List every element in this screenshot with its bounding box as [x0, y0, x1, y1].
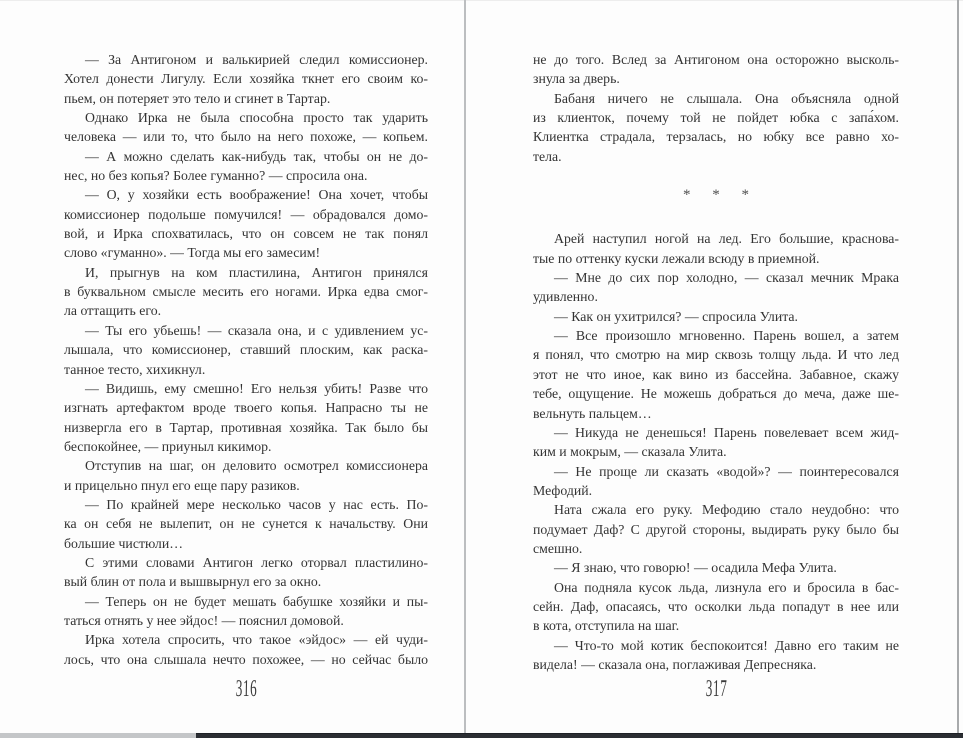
text-line: ла оттащить его. [64, 303, 162, 319]
text-line: и прицельно пнул его еще пару разиков. [64, 477, 300, 493]
text-line: — О, у хозяйки есть воображение! Она хочет, чтобы [85, 187, 428, 203]
text-line: — Я знаю, что говорю! — осадила Мефа Улита. [554, 560, 837, 576]
progress-bar-dark-segment [196, 733, 963, 738]
text-line: я понял, что смотрю на мир сквозь толщу льда. И что лед [533, 347, 899, 363]
text-line: слово «гуманно». — Тогда мы его замесим! [64, 245, 321, 261]
text-line: изгнать артефактом вроде твоего копья. Напрасно ты не [64, 400, 428, 416]
text-line: тебе, ощущение. Не можешь добраться до меча, даже ше- [533, 386, 899, 402]
page-left-text-column [64, 50, 428, 669]
text-line: сейн. Даф, опасаясь, что осколки льда попадут в нее или [533, 598, 899, 614]
text-line: — По крайней мере несколько часов у нас есть. По- [85, 496, 428, 512]
page-left[interactable] [0, 0, 464, 733]
text-line: знула за дверь. [533, 71, 620, 87]
text-line: лось, что она слышала нечто похожее, — но сейчас было [64, 651, 428, 667]
text-line: низвергла его в Тартар, противная хозяйка. Так было бы [64, 419, 428, 435]
text-line: подумает Даф? С другой стороны, выдирать руку было бы [533, 521, 899, 537]
text-line: Ната сжала его руку. Мефодию стало неудобно: что [554, 502, 899, 518]
text-line: ким и мокрым, — сказала Улита. [533, 444, 727, 460]
text-line: — Теперь он не будет мешать бабушке хозяйки и пы- [85, 593, 428, 609]
page-number-left: 316 [235, 676, 257, 702]
text-line: — Никуда не денешься! Парень повелевает всем жид- [554, 424, 899, 440]
text-line: этот не что иное, как вино из бассейна. Забавное, скажу [533, 366, 899, 382]
text-line: — Как он ухитрился? — спросила Улита. [554, 308, 798, 324]
text-line: вельнуть пальцем… [533, 405, 652, 421]
text-line: — За Антигоном и валькирией следил комиссионер. [85, 52, 428, 67]
text-line: Ирка хотела спросить, что такое «эйдос» — ей чуди- [85, 632, 428, 648]
text-line: вой, и Ирка спохватилась, что он совсем не так понял [64, 226, 428, 242]
text-line: Однако Ирка не была способна просто так ударить [85, 110, 428, 126]
text-line: удивленно. [533, 289, 598, 305]
text-line: вый блин от пола и вышвырнул его за окно. [64, 574, 322, 590]
text-line: — Ты его убьешь! — сказала она, и с удивлением ус- [85, 322, 428, 338]
text-line: таться отнять у нее эйдос! — пояснил домовой. [64, 612, 344, 628]
text-line: в кота, отступила на шаг. [533, 618, 680, 634]
text-line: ка он себя не вылепит, он не сунется к начальству. Они [64, 516, 428, 532]
text-line: — Видишь, ему смешно! Его нельзя убить! Разве что [85, 380, 428, 396]
text-line: человека — или то, что было на него похоже, — копьем. [64, 129, 428, 145]
text-line: не до того. Вслед за Антигоном она осторожно высколь- [533, 52, 899, 67]
text-line: тела. [533, 148, 562, 164]
text-line: — Все произошло мгновенно. Парень вошел, а затем [554, 328, 899, 344]
text-line: из клиенток, почему той не пойдет юбка с запа́хом. [533, 110, 899, 126]
text-line: комиссионер подольше помучился! — обрадовался домо- [64, 206, 428, 222]
progress-bar-light-segment [0, 733, 196, 738]
text-line: Хотел донести Лигулу. Если хозяйка ткнет его своим ко- [64, 71, 428, 87]
text-line: танное тесто, хихикнул. [64, 361, 206, 377]
text-line: — Что-то мой котик беспокоится! Давно его таким не [554, 637, 899, 653]
text-line: Клиентка страдала, терзалась, но юбку все равно хо- [533, 129, 899, 145]
text-line: Мефодий. [533, 482, 593, 498]
text-line: — Мне до сих пор холодно, — сказал мечник Мрака [554, 270, 899, 286]
text-line: смешно. [533, 540, 583, 556]
page-right[interactable] [466, 0, 957, 733]
text-line: С этими словами Антигон легко оторвал пластилино- [85, 554, 428, 570]
text-line: — Не проще ли сказать «водой»? — поинтересовался [554, 463, 899, 479]
text-line: лышала, что комиссионер, ставший плоским, как раска- [64, 342, 428, 358]
text-line: в буквальном смысле месить его ногами. Ирка едва смог- [64, 284, 428, 300]
text-line: видела! — сказала она, поглаживая Депресняка. [533, 656, 817, 672]
progress-bar[interactable] [0, 733, 963, 738]
text-line: тые по оттенку куски лежали всюду в приемной. [533, 250, 820, 266]
text-line: нес, но без копья? Более гуманно? — спросила она. [64, 168, 368, 184]
text-line: Она подняла кусок льда, лизнула его и бросила в бас- [554, 579, 899, 595]
page-right-text-column [533, 50, 899, 674]
page-number-right: 317 [705, 676, 727, 702]
page-right-edge-line [957, 0, 959, 733]
text-line: большие чистюли… [64, 535, 183, 551]
text-line: Арей наступил ногой на лед. Его большие, краснова- [554, 231, 899, 247]
text-line: И, прыгнув на ком пластилина, Антигон принялся [85, 264, 428, 280]
text-line: Отступив на шаг, он деловито осмотрел комиссионера [85, 458, 428, 474]
text-line: Бабаня ничего не слышала. Она объясняла одной [554, 90, 899, 106]
text-line: беспокойнее, — приуныл кикимор. [64, 438, 272, 454]
section-separator: * * * [683, 187, 749, 204]
text-line: пьем, он потеряет это тело и сгинет в Тартар. [64, 90, 331, 106]
text-line: — А можно сделать как-нибудь так, чтобы он не до- [85, 148, 428, 164]
